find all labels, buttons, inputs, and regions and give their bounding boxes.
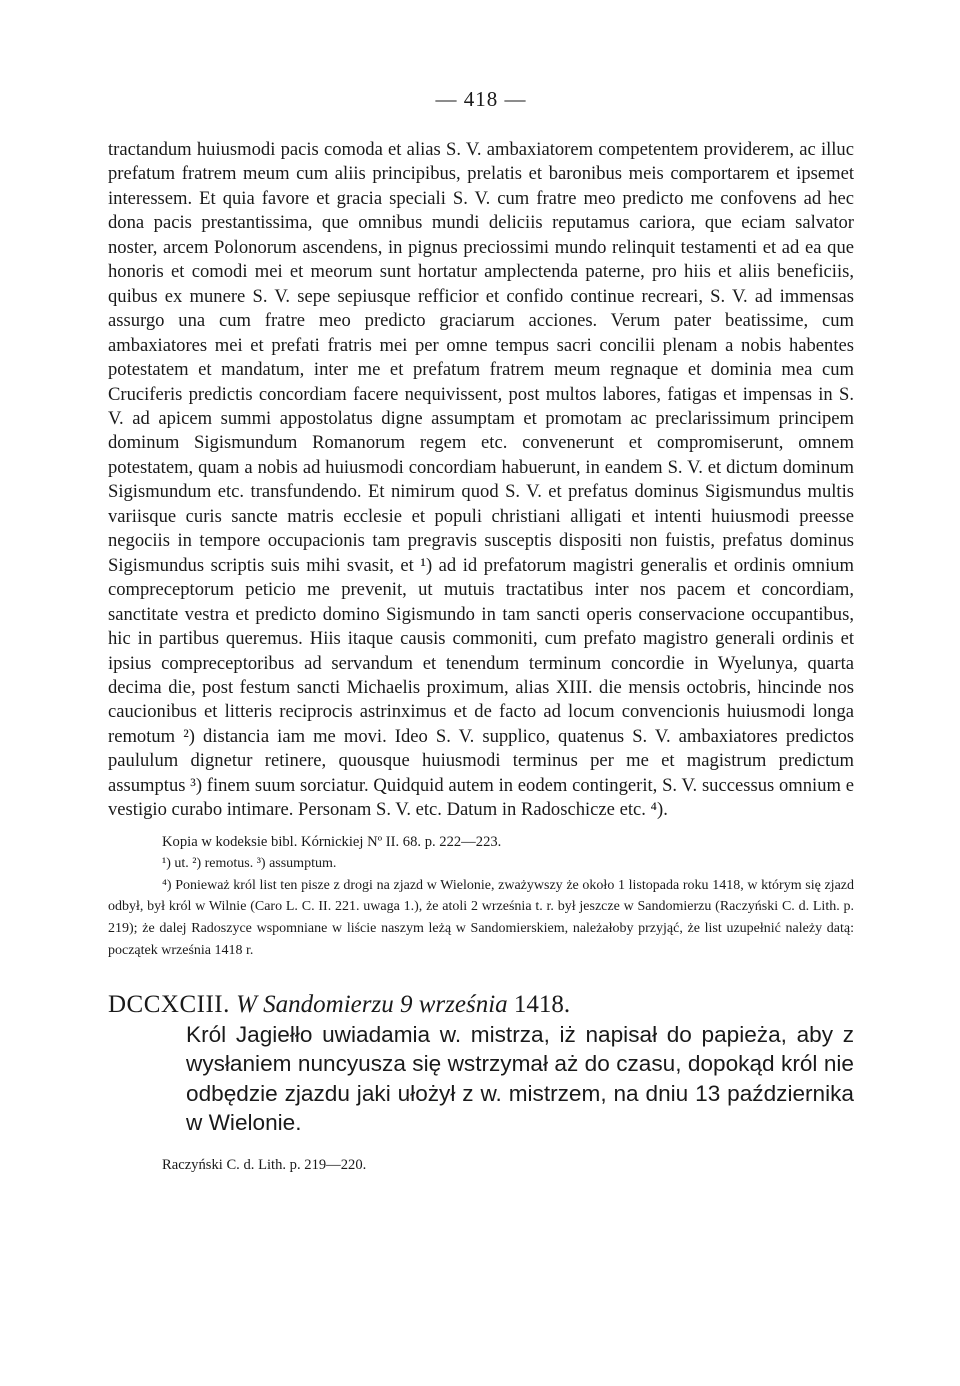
document-source: Raczyński C. d. Lith. p. 219—220. [162, 1156, 367, 1173]
footnotes-short: ¹) ut. ²) remotus. ³) assumptum. [162, 855, 337, 871]
source-note: Kopia w kodeksie bibl. Kórnickiej Nº II. 68. p. 222—223. [162, 833, 502, 850]
document-summary: Król Jagiełło uwiadamia w. mistrza, iż napisał do papieża, aby z wysłaniem nuncyusza się wstrzymał aż do czasu, dopokąd król nie odbędzie zjazdu jaki ułożył z w. mistrzem, na dniu 13 października w Wielonie. [186, 1021, 854, 1135]
letter-body-text: tractandum huiusmodi pacis comoda et alias S. V. ambaxiatorem competentem providerem, ac illuc prefatum fratrem meum cum aliis principibus, prelatis et baronibus meis comportarem et ipsemet interessem. Et quia favore et gracia speciali S. V. cum fratre meo predicto me confovens ad hec dona pacis prestantissima, que omnibus mundi deliciis reputamus cariora, que eciam salvator noster, arcem Polonorum ascendens, in pignus preciossimi mundo relinquit testamenti et ad ea que honoris et comodi mei et meorum sunt hortatur amplectenda paterne, pro hiis et aliis beneficiis, quibus ex munere S. V. sepe sepiusque refficior et confido continue recreari, S. V. ad immensas assurgo una cum fratre meo predicto graciarum acciones. Verum pater beatissime, cum ambaxiatores mei et prefati fratris mei per omne tempus sacri concilii plenam a nobis habentes potestatem et mandatum, inter me et prefatum fratrem meum regnaque et dominia mea cum Cruciferis predictis concordiam facere nequivissent, post multos labores, fatigas et impensas in S. V. ad apicem summi appostolatus digne assumptam et promotam ac preclarissimum principem dominum Sigismundum Romanorum regem etc. convenerunt et compromiserunt, omnem potestatem, quam a nobis ad huiusmodi concordiam habuerunt, in eandem S. V. et dictum dominum Sigismundum etc. transfundendo. Et nimirum quod S. V. et prefatus dominus Sigismundus multis variisque curis sancte matris ecclesie et populi christiani alligati et intenti huiusmodi preesse negociis in tempore occupacionis tam pregravis susceptis dispositi non fuistis, prefatus dominus Sigismundus scriptis suis mihi svasit, et ¹) ad id prefatorum magistri generalis et ordinis omnium compreceptorum peticio me prevenit, ut mutuis tractatibus inter nos pacem et concordiam, sanctitate vestra et predicto domino Sigismundo in tam sancti operis conservacione occupantibus, hic in partibus queremus. Hiis itaque causis commoniti, cum prefato magistro generali ordinis et ipsius compreceptoribus ad servandum et tenendum terminum concordie in Wyelunya, quarta decima die, post festum sancti Michaelis proximum, alias XIII. die mensis octobris, hincinde nos caucionibus et litteris reciprocis astrinximus et de facto ad locum convencionis huiusmodi longa remotum ²) distancia iam me movi. Ideo S. V. supplico, quatenus S. V. ambaxiatores predictos paululum dignetur retinere, quousque huiusmodi terminus per me et magistrum predictum assumptus ³) finem suum sorciatur. Quidquid autem in eodem contingerit, S. V. successus omnium e vestigio curabo intimare. Personam S. V. etc. Datum in Radoschicze etc. ⁴). [108, 139, 854, 821]
footnote-long: ⁴) Ponieważ król list ten pisze z drogi na zjazd w Wielonie, zważywszy że około 1 listopada roku 1418, w którym się zjazd odbył, był król w Wilnie (Caro L. C. II. 221. uwaga 1.), że atoli 2 września t. r. był jeszcze w Sandomierzu (Raczyński C. d. Lith. p. 219); że dalej Radoszyce wspomniane w liście naszym leżą w Sandomierskiem, należałoby przyjąć, że list uzupełnić należy datą: początek września 1418 r. [108, 877, 854, 958]
page-number: — 418 — [435, 87, 527, 111]
document-year: 1418. [513, 990, 571, 1018]
document-place-date: W Sandomierzu 9 września [236, 990, 508, 1018]
document-page [108, 86, 854, 1176]
document-heading [108, 990, 854, 1020]
document-number: DCCXCIII. [108, 990, 230, 1018]
